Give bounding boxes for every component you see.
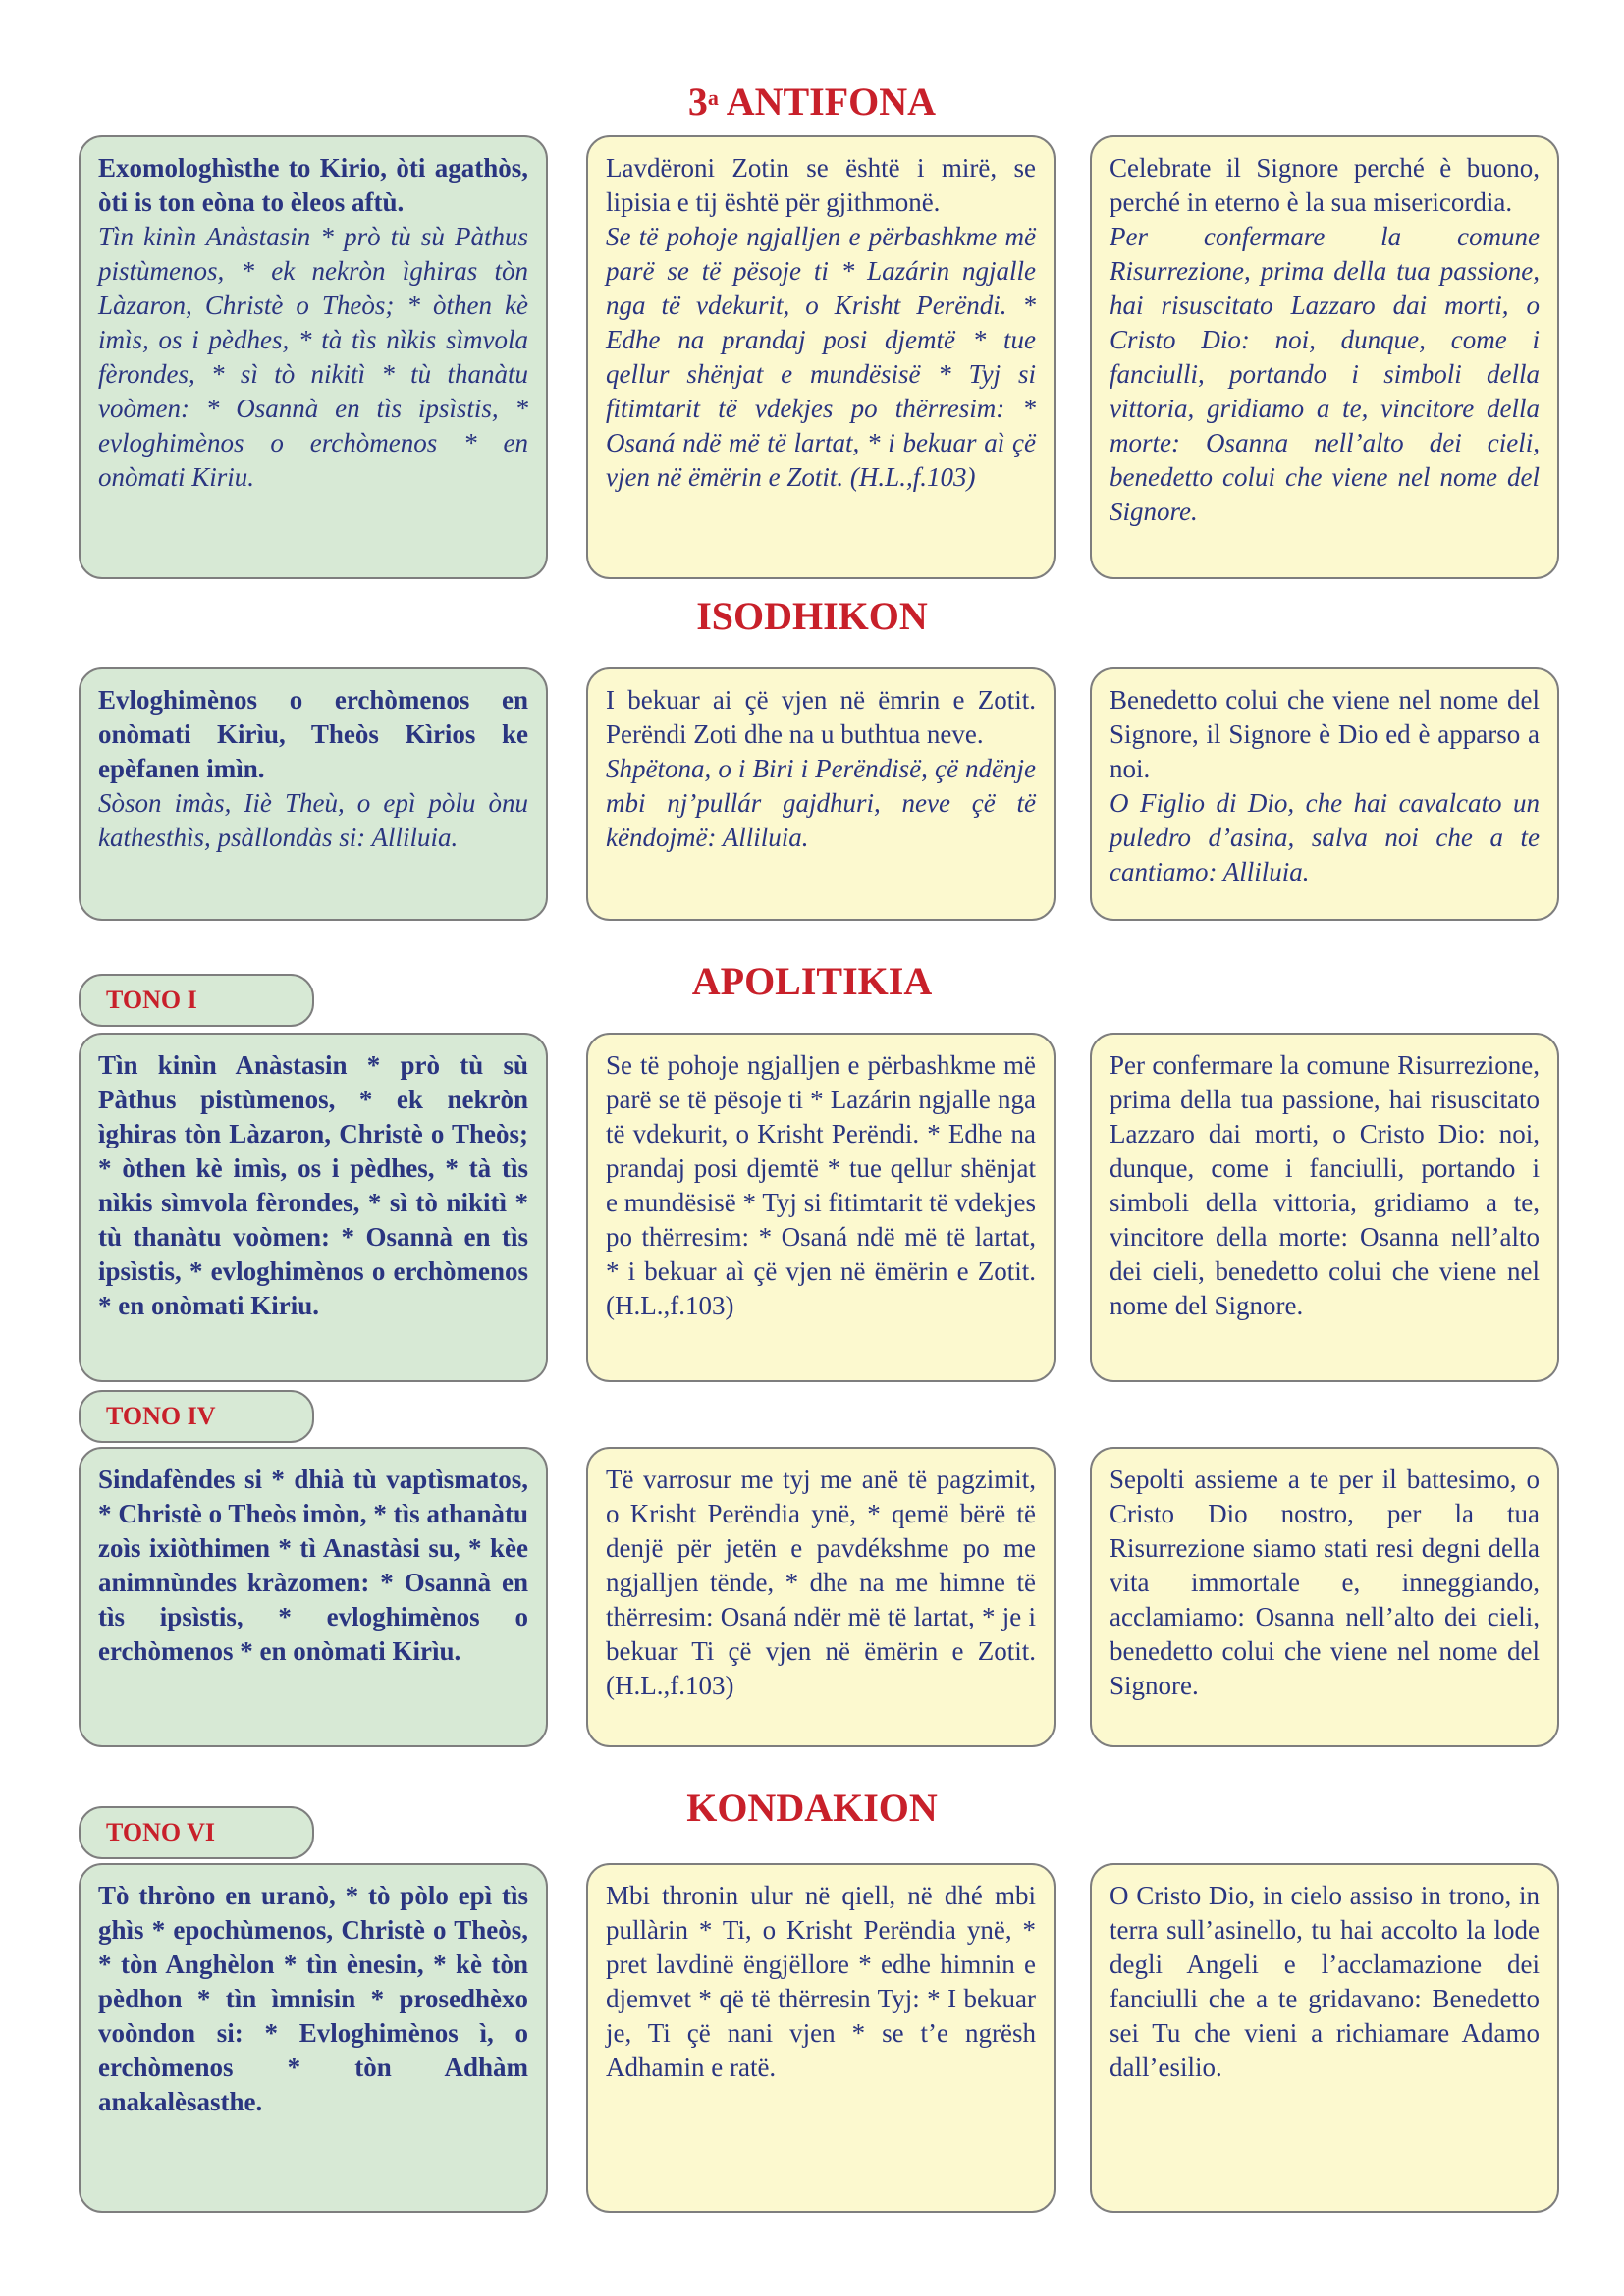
kondakion-italian-text: O Cristo Dio, in cielo assiso in trono, in terra sull’asinello, tu hai accolto la lode degli Angeli e l’acclamazione dei fanciulli che a te gridavano: Benedetto sei Tu che vieni a richiamare Adamo dall’esilio. — [1110, 1881, 1540, 2082]
tone-label-6: TONO VI — [79, 1806, 314, 1859]
isodhikon-greek-troparion: Sòson imàs, Iiè Theù, o epì pòlu ònu kathesthìs, psàllondàs si: Alliluia. — [98, 788, 528, 852]
antifona-italian-box — [1090, 135, 1559, 579]
isodhikon-italian-box — [1090, 667, 1559, 921]
antifona-number: 3 — [687, 80, 708, 124]
section-title-apolitikia: APOLITIKIA — [691, 959, 933, 1003]
apolitikion1-italian-text: Per confermare la comune Risurrezione, prima della tua passione, hai risuscitato Lazzaro dai morti, o Cristo Dio: noi, dunque, come i fanciulli, portando i simboli della vittoria, gridiamo a te, vincitore della morte: Osanna nell’alto dei cieli, benedetto colui che viene nel nome del Signore. — [1110, 1050, 1540, 1320]
isodhikon-albanian-verse: I bekuar ai çë vjen në ëmrin e Zotit. Perëndi Zoti dhe na u buthtua neve. — [606, 685, 1036, 749]
tone-label-1: TONO I — [79, 974, 314, 1027]
apolitikion4-italian-box — [1090, 1447, 1559, 1747]
antifona-title: ANTIFONA — [726, 80, 937, 124]
apolitikion4-greek-box — [79, 1447, 548, 1747]
kondakion-italian-box — [1090, 1863, 1559, 2213]
antifona-greek-troparion: Tìn kinìn Anàstasin * prò tù sù Pàthus pistùmenos, * ek nekròn ìghiras tòn Làzaron, Christè o Theòs; * òthen kè imìs, os i pèdhes, * tà tìs nìkis sìmvola fèrondes, * sì tò nikitì * tù thanàtu voòmen: * Osannà en tìs ipsìstis, * evloghimènos o erchòmenos * en onòmati Kiriu. — [98, 222, 528, 492]
antifona-albanian-troparion: Se të pohoje ngjalljen e përbashkme më parë se të pësoje ti * Lazárin ngjalle nga të vdekurit, o Krisht Perëndi. * Edhe na prandaj posi djemtë * tue qellur shënjat e mundësisë * Tyj si fitimtarit të vdekjes po thërresim: * Osaná ndë më të lartat, * i bekuar aì çë vjen në ëmërin e Zotit. (H.L.,f.103) — [606, 222, 1036, 492]
antifona-italian-verse: Celebrate il Signore perché è buono, perché in eterno è la sua misericordia. — [1110, 153, 1540, 217]
apolitikion1-italian-box — [1090, 1033, 1559, 1382]
antifona-albanian-box — [586, 135, 1056, 579]
apolitikion1-greek-box — [79, 1033, 548, 1382]
kondakion-albanian-box — [586, 1863, 1056, 2213]
kondakion-albanian-text: Mbi thronin ulur në qiell, në dhé mbi pullàrin * Ti, o Krisht Perëndia ynë, * pret lavdinë ëngjëllore * edhe himnin e djemvet * që të thërresin Tyj: * I bekuar je, Ti çë nani vjen * se t’e ngrësh Adhamin e ratë. — [606, 1881, 1036, 2082]
section-title-isodhikon: ISODHIKON — [696, 594, 928, 638]
apolitikion4-albanian-box — [586, 1447, 1056, 1747]
isodhikon-italian-verse: Benedetto colui che viene nel nome del Signore, il Signore è Dio ed è apparso a noi. — [1110, 685, 1540, 783]
isodhikon-albanian-troparion: Shpëtona, o i Biri i Perëndisë, çë ndënje mbi nj’pullár gajdhuri, neve çë të këndojmë: Alliluia. — [606, 754, 1036, 852]
antifona-albanian-verse: Lavdëroni Zotin se është i mirë, se lipisia e tij është për gjithmonë. — [606, 153, 1036, 217]
apolitikion4-italian-text: Sepolti assieme a te per il battesimo, o Cristo Dio nostro, per la tua Risurrezione siamo stati resi degni della vita immortale e, inneggiando, acclamiamo: Osanna nell’alto dei cieli, benedetto colui che viene nel nome del Signore. — [1110, 1465, 1540, 1700]
antifona-italian-troparion: Per confermare la comune Risurrezione, prima della tua passione, hai risuscitato Lazzaro dai morti, o Cristo Dio: noi, dunque, come i fanciulli, portando i simboli della vittoria, gridiamo a te, vincitore della morte: Osanna nell’alto dei cieli, benedetto colui che viene nel nome del Signore. — [1110, 222, 1540, 526]
apolitikion1-albanian-text: Se të pohoje ngjalljen e përbashkme më parë se të pësoje ti * Lazárin ngjalle nga të vdekurit, o Krisht Perëndi. * Edhe na prandaj posi djemtë * tue qellur shënjat e mundësisë * Tyj si fitimtarit të vdekjes po thërresim: * Osaná ndë më të lartat, * i bekuar aì çë vjen në ëmërin e Zotit. (H.L.,f.103) — [606, 1050, 1036, 1320]
apolitikion1-greek-text: Tìn kinìn Anàstasin * prò tù sù Pàthus pistùmenos, * ek nekròn ìghiras tòn Làzaron, Christè o Theòs; * òthen kè imìs, os i pèdhes, * tà tìs nìkis sìmvola fèrondes, * sì tò nikitì * tù thanàtu voòmen: * Osannà en tìs ipsìstis, * evloghimènos o erchòmenos * en onòmati Kiriu. — [98, 1050, 528, 1320]
isodhikon-greek-verse: Evloghimènos o erchòmenos en onòmati Kirìu, Theòs Kìrios ke epèfanen imìn. — [98, 685, 528, 783]
kondakion-greek-box — [79, 1863, 548, 2213]
section-title-antifona — [0, 79, 1624, 126]
isodhikon-albanian-box — [586, 667, 1056, 921]
antifona-greek-verse: Exomologhìsthe to Kirio, òti agathòs, òti is ton eòna to èleos aftù. — [98, 153, 528, 217]
kondakion-greek-text: Tò thròno en uranò, * tò pòlo epì tìs ghìs * epochùmenos, Christè o Theòs, * tòn Anghèlon * tìn ènesin, * kè tòn pèdhon * tìn ìmnisin * prosedhèxo voòndon si: * Evloghimènos ì, o erchòmenos * tòn Adhàm anakalèsasthe. — [98, 1881, 528, 2116]
antifona-superscript: a — [707, 85, 719, 110]
isodhikon-greek-box — [79, 667, 548, 921]
tone-label-4: TONO IV — [79, 1390, 314, 1443]
antifona-greek-box — [79, 135, 548, 579]
apolitikion4-albanian-text: Të varrosur me tyj me anë të pagzimit, o Krisht Perëndia ynë, * qemë bërë të denjë për jetën e pavdékshme po me ngjalljen tënde, * dhe na me himne të thërresim: Osaná ndër më të lartat, * je i bekuar Ti çë vjen në ëmërin e Zotit. (H.L.,f.103) — [606, 1465, 1036, 1700]
apolitikion1-albanian-box — [586, 1033, 1056, 1382]
isodhikon-italian-troparion: O Figlio di Dio, che hai cavalcato un puledro d’asina, salva noi che a te cantiamo: Alliluia. — [1110, 788, 1540, 886]
section-title-kondakion: KONDAKION — [686, 1786, 938, 1830]
apolitikion4-greek-text: Sindafèndes si * dhià tù vaptìsmatos, * Christè o Theòs imòn, * tìs athanàtu zoìs ixiòthimen * tì Anastàsi su, * kèe animnùndes kràzomen: * Osannà en tìs ipsìstis, * evloghimènos o erchòmenos * en onòmati Kirìu. — [98, 1465, 528, 1666]
